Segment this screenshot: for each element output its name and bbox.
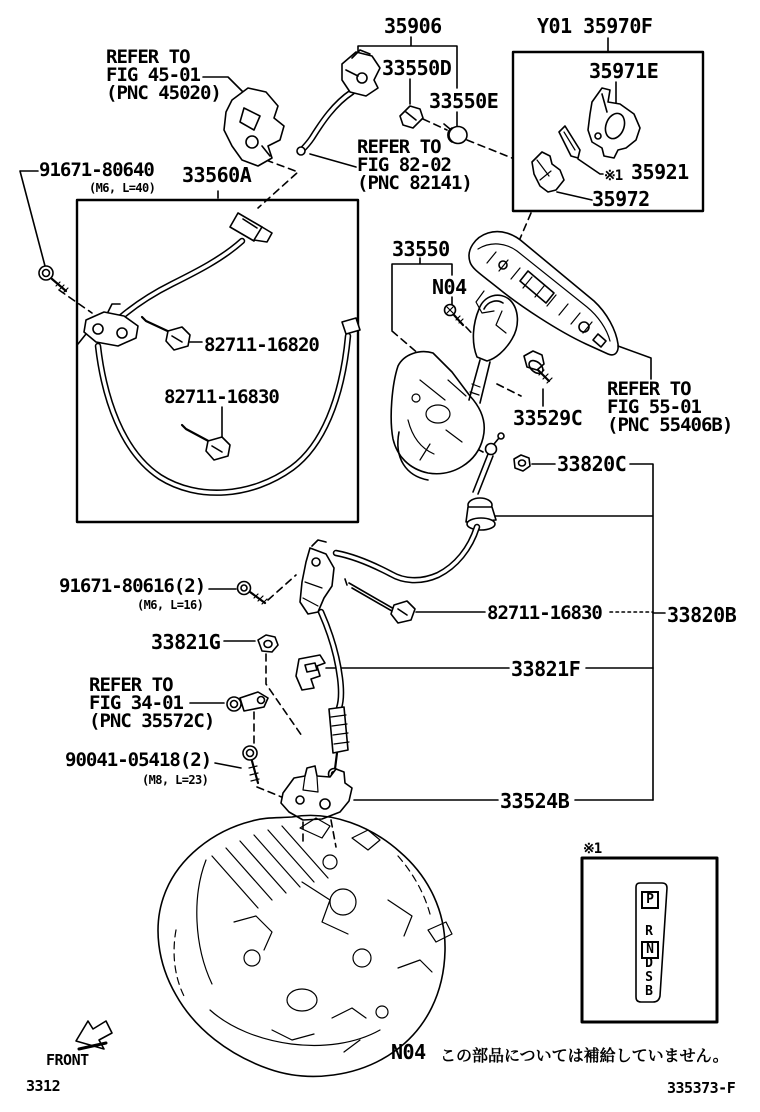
refer-fig-45-01 [106, 48, 221, 102]
gear-position-p: P [641, 891, 659, 909]
part-spec-91671-80640: (M6, L=40) [89, 181, 156, 195]
part-label-35972: 35972 [592, 187, 650, 211]
refer-line: (PNC 35572C) [89, 710, 215, 732]
gear-position-d: D [645, 956, 653, 971]
supply-note-text: この部品については補給していません。 [440, 1046, 729, 1065]
refer-fig-34-01 [89, 676, 214, 730]
part-label-33820b: 33820B [667, 603, 737, 627]
transaxle-drawing [158, 815, 452, 1076]
part-label-33560a: 33560A [182, 163, 252, 187]
gear-position-r: R [645, 924, 653, 939]
part-label-90041-05418: 90041-05418(2) [65, 749, 212, 771]
part-label-91671-80640: 91671-80640 [39, 159, 154, 181]
note-code: N04 [391, 1040, 426, 1064]
part-label-35971e: 35971E [589, 59, 659, 83]
refer-line: FIG 45-01 [106, 64, 200, 86]
gear-position-b: B [645, 984, 653, 999]
part-label-33820c: 33820C [557, 452, 627, 476]
refer-fig-55-01 [607, 380, 732, 434]
part-label-n04: N04 [432, 275, 467, 299]
refer-line: (PNC 82141) [357, 172, 472, 194]
bolt-33529c-drawing [524, 351, 552, 406]
refer-line: FIG 34-01 [89, 692, 183, 714]
refer-line: (PNC 55406B) [607, 414, 733, 436]
refer-line: FIG 82-02 [357, 154, 451, 176]
shift-control-cable-drawing [190, 433, 530, 847]
part-label-33529c: 33529C [513, 406, 583, 430]
figure-code: 3312 [26, 1077, 61, 1095]
part-label-91671-80616: 91671-80616(2) [59, 575, 206, 597]
refer-line: (PNC 45020) [106, 82, 221, 104]
refer-line: REFER TO [357, 136, 441, 158]
part-label-y01-35970f: Y01 35970F [537, 14, 653, 38]
part-label-35921: 35921 [631, 160, 689, 184]
part-spec-90041-05418: (M8, L=23) [142, 773, 209, 787]
refer-line: REFER TO [106, 46, 190, 68]
part-spec-91671-80616: (M6, L=16) [137, 598, 204, 612]
part-label-33821f: 33821F [511, 657, 581, 681]
gear-position-s: S [645, 970, 653, 985]
part-label-82711-16820: 82711-16820 [204, 334, 319, 356]
part-label-33550: 33550 [392, 237, 450, 261]
refer-fig-82-02 [357, 138, 472, 192]
part-label-82711-16830-box: 82711-16830 [164, 386, 279, 408]
front-arrow-icon [76, 1021, 112, 1049]
footnote-marker: ※1 [583, 841, 602, 857]
part-label-35906: 35906 [384, 14, 442, 38]
drawing-code: 335373-F [667, 1079, 736, 1097]
front-label: FRONT [46, 1051, 89, 1069]
part-label-33524b: 33524B [500, 789, 570, 813]
leader-bracket-lines [326, 464, 665, 800]
part-label-33550e: 33550E [429, 89, 499, 113]
refer-line: REFER TO [607, 378, 691, 400]
gear-position-n: N [641, 941, 659, 959]
refer-line: REFER TO [89, 674, 173, 696]
part-label-33550d: 33550D [382, 56, 452, 80]
part-label-33821g: 33821G [151, 630, 221, 654]
part-label-82711-16830-mid: 82711-16830 [487, 602, 602, 624]
footnote-marker-35921: ※1 [604, 168, 623, 184]
refer-line: FIG 55-01 [607, 396, 701, 418]
